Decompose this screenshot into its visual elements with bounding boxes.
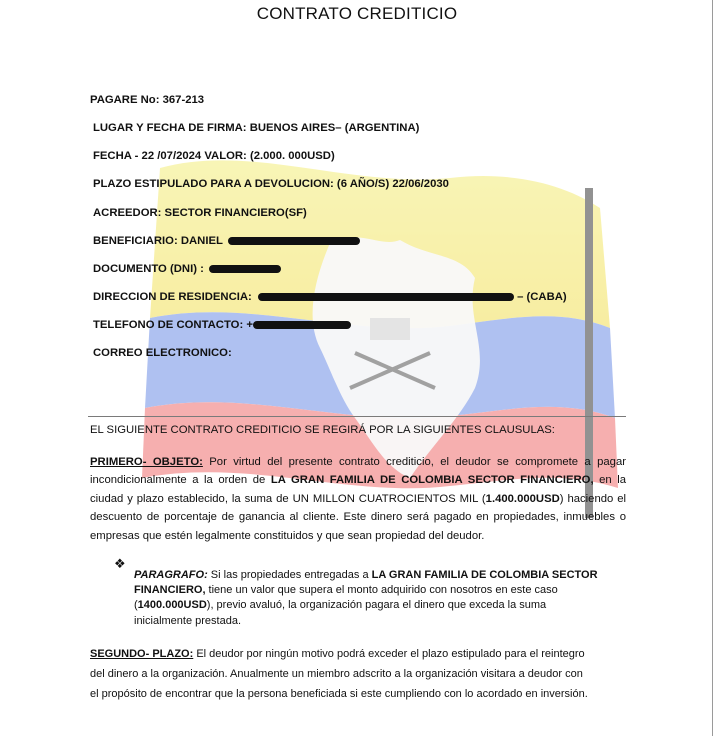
document-dni (93, 263, 281, 275)
diamond-bullet-icon: ❖ (114, 556, 126, 571)
date-value-text: FECHA - 22 /07/2024 VALOR: (2.000. 000USD) (93, 150, 335, 162)
org-name: LA GRAN FAMILIA DE COLOMBIA SECTOR FINANCIERO, (134, 569, 598, 597)
clause-text: en la ciudad y plazo establecido, la suma de UN MILLON CUATROCIENTOS MIL ( (90, 474, 626, 505)
org-name: LA GRAN FAMILIA DE COLOMBIA SECTOR FINANCIERO, (270, 474, 594, 487)
address-label: DIRECCION DE RESIDENCIA: (93, 291, 252, 303)
clause-text: Si las propiedades entregadas a (207, 569, 372, 581)
redaction-mark (228, 237, 360, 245)
repayment-term (93, 178, 449, 190)
beneficiary-label: BENEFICIARIO: DANIEL (93, 235, 223, 247)
redaction-mark (209, 265, 281, 273)
residence-address (93, 291, 567, 303)
clause-text: ) haciendo el descuento de porcentaje de ganancia al cliente. Este dinero será pagado en propiedades, inmuebles o empresas que estén legalmente constituidos y que sean propiedad del deudor. (90, 492, 626, 542)
place-date-signature (93, 122, 419, 134)
clause-text: ), previo avaluó, la organización pagara el dinero que exceda la suma inicialmente prestada. (134, 599, 547, 627)
redaction-mark (253, 321, 351, 329)
clause-text: tiene un valor que supera el monto adquirido con nosotros en este caso ( (134, 584, 558, 612)
section-divider (88, 416, 626, 417)
creditor-text: ACREEDOR: SECTOR FINANCIERO(SF) (93, 207, 307, 219)
amount: 1.400.000USD (485, 492, 560, 505)
intro-clause: EL SIGUIENTE CONTRATO CREDITICIO SE REGIRÁ POR LA SIGUIENTES CLAUSULAS: (90, 424, 555, 436)
email (93, 347, 232, 359)
paragrafo-heading: PARAGRAFO: (134, 569, 208, 581)
address-suffix: – (CABA) (517, 291, 567, 303)
clause-text: Por virtud del presente contrato crediticio, el deudor se compromete a pagar incondicionalmente a la orden de (90, 456, 626, 487)
clause-segundo (90, 645, 590, 704)
clause-primero (90, 453, 626, 545)
clause-text: El deudor por ningún motivo podrá exceder el plazo estipulado para el reintegro del dinero a la organización. Anualmente un miembro adscrito a la organización visitara a deudor con el propósito de encontrar que la persona beneficiada si este cumpliendo con lo acordado en inversión. (90, 648, 588, 700)
phone-label: TELEFONO DE CONTACTO: + (93, 319, 253, 331)
contact-phone (93, 319, 351, 331)
document-title: CONTRATO CREDITICIO (256, 4, 458, 23)
repayment-term-text: PLAZO ESTIPULADO PARA A DEVOLUCION: (6 AÑO/S) 22/06/2030 (93, 178, 449, 190)
email-label: CORREO ELECTRONICO: (93, 347, 232, 359)
paragrafo-clause (134, 568, 604, 629)
pagare-number-text: PAGARE No: 367-213 (90, 94, 205, 106)
date-value (93, 150, 335, 162)
dni-label: DOCUMENTO (DNI) : (93, 263, 204, 275)
creditor (93, 207, 307, 219)
redaction-mark (258, 293, 514, 301)
page-edge (712, 0, 713, 736)
beneficiary (93, 235, 360, 247)
clause-primero-heading: PRIMERO- OBJETO: (90, 456, 203, 468)
pagare-number (90, 94, 204, 106)
place-date-text: LUGAR Y FECHA DE FIRMA: BUENOS AIRES– (ARGENTINA) (93, 122, 420, 134)
amount: 1400.000USD (137, 599, 207, 612)
clause-segundo-heading: SEGUNDO- PLAZO: (90, 648, 194, 660)
